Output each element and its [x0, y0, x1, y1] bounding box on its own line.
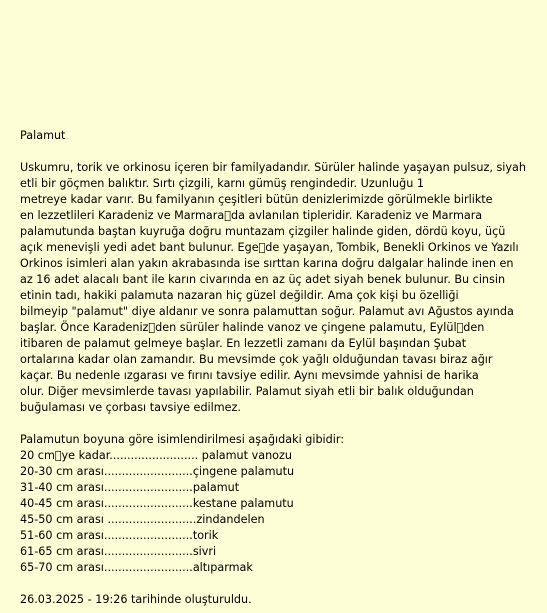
size-list-item: 40-45 cm arası.........................kestane palamutu — [20, 497, 294, 510]
description-line: itibaren de palamut gelmeye başlar. En lezzetli zamanı da Eylül başından Şubat — [20, 337, 467, 350]
size-list-item: 51-60 cm arası.........................torik — [20, 529, 219, 542]
size-list-item: 31-40 cm arası.........................palamut — [20, 481, 240, 494]
description-line: metreye kadar varır. Bu familyanın çeşitleri bütün denizlerimizde görülmekle birlikte — [20, 193, 493, 206]
description-line: kaçar. Bu nedenle ızgarası ve fırını tavsiye edilir. Aynı mevsimde yahnisi de harika — [20, 369, 479, 382]
description-line: etinin tadı, hakiki palamuta nazaran hiç güzel değildir. Ama çok kişi bu özelliği — [20, 289, 459, 302]
description-line: açık menevişli yedi adet bant bulunur. Ege de yaşayan, Tombik, Benekli Orkinos ve Yazılı — [20, 241, 519, 254]
description-line: palamutunda baştan kuyruğa doğru muntazam çizgiler halinde giden, dördü koyu, üçü — [20, 225, 506, 238]
description-line: Uskumru, torik ve orkinosu içeren bir familyadandır. Sürüler halinde yaşayan pulsuz, siyah — [20, 161, 526, 174]
description-line: etli bir göçmen balıktır. Sırtı çizgili, karnı gümüş rengindedir. Uzunluğu 1 — [20, 177, 424, 190]
size-list-item: 20-30 cm arası.........................çingene palamutu — [20, 465, 295, 478]
description-line: az 16 adet alacalı bant ile karın civarında en az üç adet siyah benek bulunur. Bu cinsin — [20, 273, 506, 286]
description-line: Orkinos isimleri alan yakın akrabasında ise sırttan karına doğru dalgalar halinde inen en — [20, 257, 514, 270]
description-paragraph — [20, 160, 540, 416]
size-list-item: 45-50 cm arası .........................zindandelen — [20, 513, 265, 526]
description-line: bilmeyip "palamut" diye aldanır ve sonra palamuttan soğur. Palamut avı Ağustos ayında — [20, 305, 514, 318]
size-names-section — [20, 432, 540, 576]
spacer — [20, 144, 540, 160]
description-line: en lezzetlileri Karadeniz ve Marmara da avlanılan tipleridir. Karadeniz ve Marmara — [20, 209, 483, 222]
page-title: Palamut — [20, 129, 66, 142]
spacer — [20, 576, 540, 592]
description-line: ortalarına kadar olan zamandır. Bu mevsimde çok yağlı olduğundan tavası biraz ağır — [20, 353, 493, 366]
size-list-item: 61-65 cm arası.........................sivri — [20, 545, 217, 558]
sizes-intro: Palamutun boyuna göre isimlendirilmesi aşağıdaki gibidir: — [20, 433, 345, 446]
description-line: olur. Diğer mevsimlerde tavası yapılabilir. Palamut siyah etli bir balık olduğundan — [20, 385, 474, 398]
size-list-item: 20 cm ye kadar......................... palamut vanozu — [20, 449, 292, 462]
description-line: başlar. Önce Karadeniz den sürüler halinde vanoz ve çingene palamutu, Eylül den — [20, 321, 485, 334]
creation-timestamp: 26.03.2025 - 19:26 tarihinde oluşturuldu. — [20, 593, 252, 606]
size-list-item: 65-70 cm arası.........................altıparmak — [20, 561, 253, 574]
description-line: buğulaması ve çorbası tavsiye edilmez. — [20, 401, 241, 414]
spacer — [20, 416, 540, 432]
document-page — [20, 128, 540, 608]
